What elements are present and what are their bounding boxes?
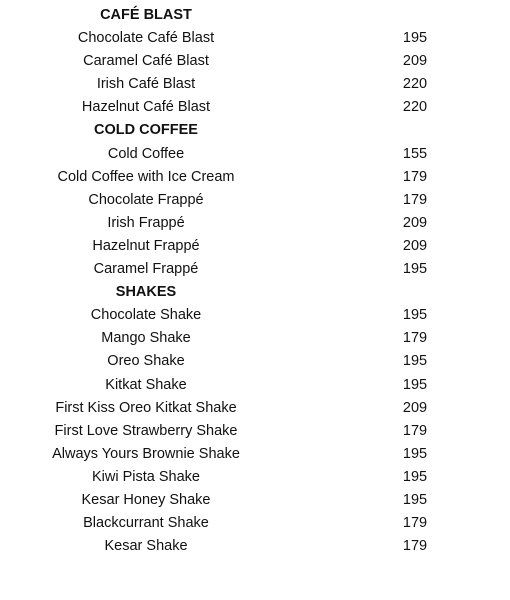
menu-item bbox=[0, 374, 510, 397]
menu-item bbox=[0, 466, 510, 489]
menu-item bbox=[0, 397, 510, 420]
section-heading bbox=[0, 119, 510, 142]
item-name: First Kiss Oreo Kitkat Shake bbox=[55, 399, 237, 416]
item-price: 179 bbox=[402, 515, 428, 532]
section-heading bbox=[0, 281, 510, 304]
item-name: Irish Frappé bbox=[107, 214, 185, 231]
menu-item bbox=[0, 73, 510, 96]
menu-item bbox=[0, 258, 510, 281]
item-price: 195 bbox=[402, 261, 428, 278]
item-price: 179 bbox=[402, 191, 428, 208]
section-title: CAFÉ BLAST bbox=[100, 7, 192, 23]
menu-item bbox=[0, 212, 510, 235]
item-name: First Love Strawberry Shake bbox=[54, 422, 238, 439]
item-price: 195 bbox=[402, 353, 428, 370]
item-price: 195 bbox=[402, 468, 428, 485]
item-price: 195 bbox=[402, 307, 428, 324]
section-title: COLD COFFEE bbox=[94, 122, 198, 139]
item-price: 179 bbox=[402, 422, 428, 439]
item-price: 195 bbox=[402, 30, 428, 47]
menu-item bbox=[0, 327, 510, 350]
menu-item bbox=[0, 166, 510, 189]
menu-item bbox=[0, 189, 510, 212]
menu-item bbox=[0, 235, 510, 258]
item-price: 179 bbox=[402, 330, 428, 347]
item-price: 209 bbox=[402, 214, 428, 231]
item-price: 179 bbox=[402, 168, 428, 185]
item-name: Kitkat Shake bbox=[105, 376, 187, 393]
menu-item bbox=[0, 535, 510, 558]
menu-item bbox=[0, 27, 510, 50]
item-name: Kiwi Pista Shake bbox=[92, 468, 200, 485]
item-price: 209 bbox=[402, 237, 428, 254]
menu-item bbox=[0, 50, 510, 73]
item-price: 220 bbox=[402, 99, 428, 116]
item-name: Chocolate Café Blast bbox=[77, 30, 215, 47]
item-price: 209 bbox=[402, 399, 428, 416]
item-name: Caramel Frappé bbox=[93, 261, 199, 278]
menu-item bbox=[0, 350, 510, 373]
item-name: Caramel Café Blast bbox=[83, 53, 209, 70]
menu-item bbox=[0, 143, 510, 166]
item-price: 179 bbox=[402, 538, 428, 555]
item-name: Kesar Honey Shake bbox=[81, 491, 211, 508]
section-heading bbox=[0, 4, 510, 27]
item-name: Kesar Shake bbox=[104, 538, 188, 555]
item-name: Irish Café Blast bbox=[96, 76, 196, 93]
item-name: Mango Shake bbox=[101, 330, 191, 347]
item-name: Hazelnut Frappé bbox=[92, 237, 200, 254]
item-name: Blackcurrant Shake bbox=[83, 515, 209, 532]
menu-list bbox=[0, 4, 510, 558]
menu-item bbox=[0, 96, 510, 119]
item-price: 155 bbox=[402, 145, 428, 162]
menu-item bbox=[0, 443, 510, 466]
menu-item bbox=[0, 304, 510, 327]
item-name: Always Yours Brownie Shake bbox=[52, 445, 240, 462]
item-price: 195 bbox=[402, 376, 428, 393]
item-price: 195 bbox=[402, 491, 428, 508]
item-price: 209 bbox=[402, 53, 428, 70]
menu-item bbox=[0, 489, 510, 512]
item-name: Cold Coffee with Ice Cream bbox=[57, 168, 235, 185]
item-price: 220 bbox=[402, 76, 428, 93]
item-name: Oreo Shake bbox=[107, 353, 185, 370]
item-name: Cold Coffee bbox=[107, 145, 185, 162]
item-name: Chocolate Shake bbox=[90, 307, 202, 324]
item-name: Hazelnut Café Blast bbox=[81, 99, 211, 116]
item-price: 195 bbox=[402, 445, 428, 462]
menu-item bbox=[0, 512, 510, 535]
menu-item bbox=[0, 420, 510, 443]
item-name: Chocolate Frappé bbox=[88, 191, 204, 208]
section-title: SHAKES bbox=[115, 284, 177, 301]
